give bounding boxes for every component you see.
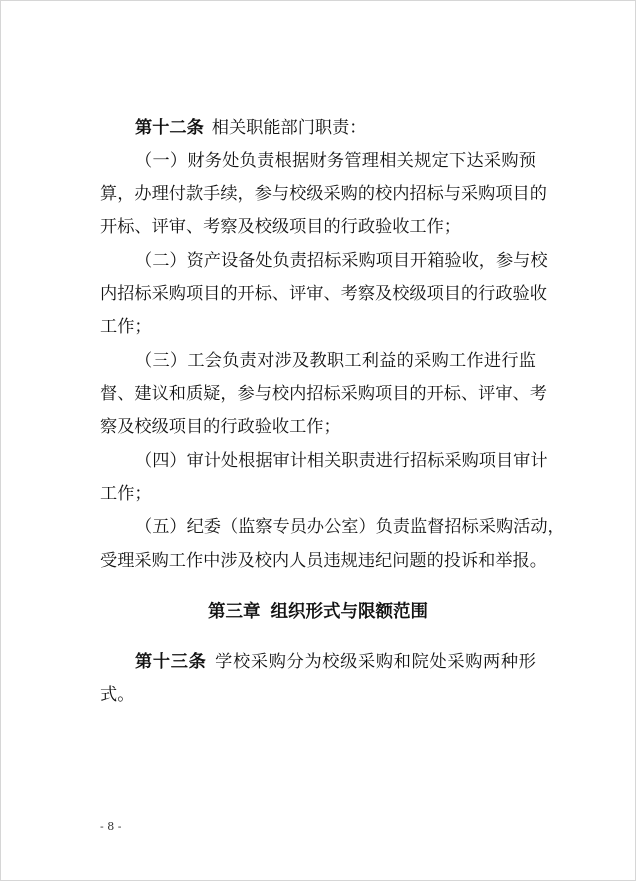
article-13-heading: 第十三条 (135, 652, 207, 672)
article-12-line: 算，办理付款手续，参与校级采购的校内招标与采购项目的 (100, 184, 547, 204)
chapter-title (0, 600, 636, 624)
article-12-line: 工作； (100, 317, 152, 337)
article-12-line: 开标、评审、考察及校级项目的行政验收工作； (100, 217, 461, 237)
article-12-line: （一）财务处负责根据财务管理相关规定下达采购预 (135, 151, 536, 171)
chapter-name: 组织形式与限额范围 (270, 602, 428, 622)
article-13-first-line (135, 650, 536, 674)
article-12-line: 内招标采购项目的开标、评审、考察及校级项目的行政验收 (100, 284, 547, 304)
article-12-intro: 相关职能部门职责： (211, 118, 367, 138)
article-13-line: 式。 (100, 685, 135, 705)
article-12-heading: 第十二条 (135, 118, 204, 138)
article-12-heading-line (135, 116, 536, 140)
chapter-number: 第三章 (208, 602, 261, 622)
page-number: - 8 - (100, 820, 122, 833)
article-12-line: 察及校级项目的行政验收工作； (100, 417, 341, 437)
article-12-line: 受理采购工作中涉及校内人员违规违纪问题的投诉和举报。 (100, 551, 547, 571)
article-12-line: 工作； (100, 484, 152, 504)
article-12-line: （四）审计处根据审计相关职责进行招标采购项目审计 (135, 451, 548, 471)
article-12-line: （二）资产设备处负责招标采购项目开箱验收，参与校 (135, 251, 548, 271)
article-12-line: 督、建议和质疑，参与校内招标采购项目的开标、评审、考 (100, 384, 547, 404)
article-12-line: （三）工会负责对涉及教职工利益的采购工作进行监 (135, 351, 536, 371)
article-12-line: （五）纪委（监察专员办公室）负责监督招标采购活动， (135, 517, 565, 537)
article-13-line: 学校采购分为校级采购和院处采购两种形 (214, 652, 536, 672)
